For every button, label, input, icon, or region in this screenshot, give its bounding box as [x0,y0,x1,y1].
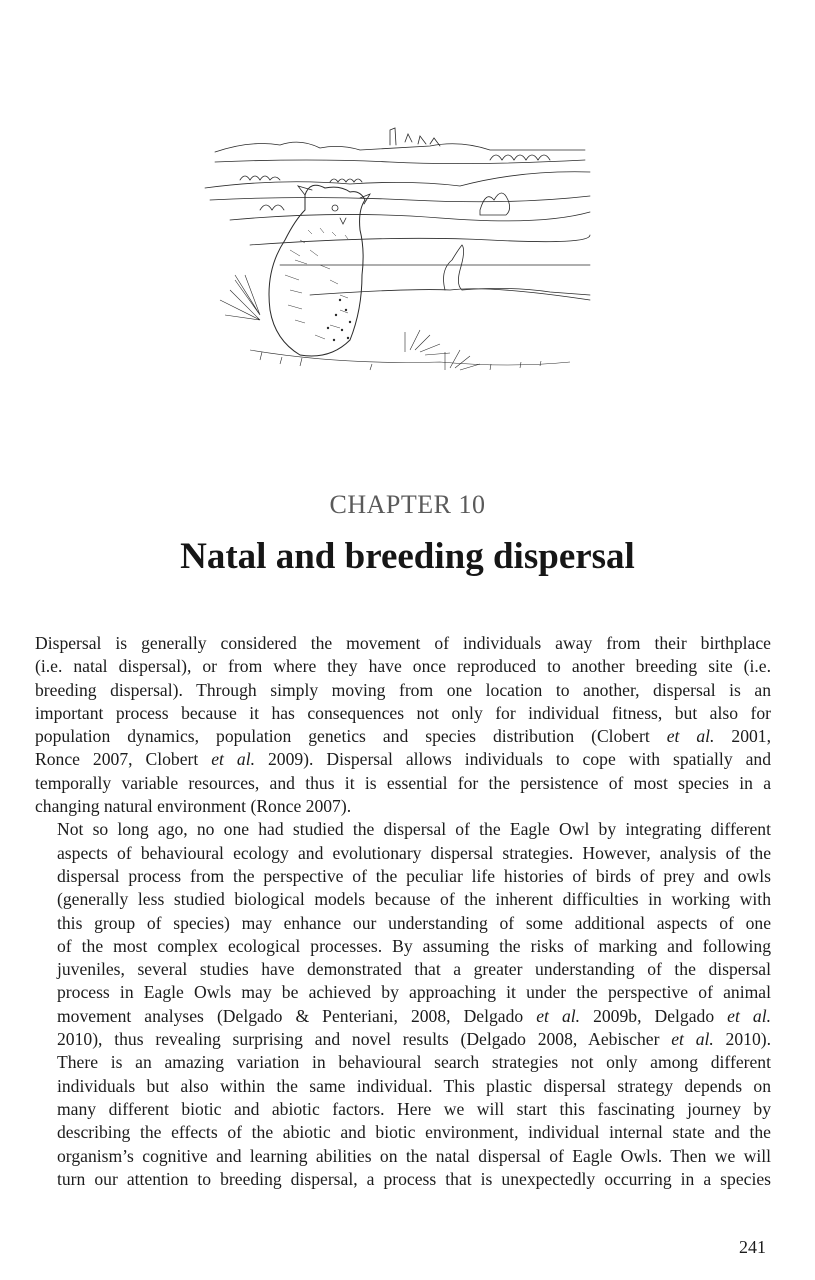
text-line: describing the effects of the abiotic and biotic environment, individual internal state and the [57,1122,771,1143]
text-line: individuals but also within the same individual. This plastic dispersal strategy depends on [57,1075,771,1096]
text-line: Dispersal is generally considered the movement of individuals away from their birthplace [35,633,771,653]
text-line: dispersal process from the perspective of the peculiar life histories of birds of prey and owls [57,865,771,886]
text-line: aspects of behavioural ecology and evolutionary dispersal strategies. However, analysis of the [57,842,771,863]
text-line: There is an amazing variation in behavioural search strategies not only among different [57,1052,771,1073]
paragraph [35,818,771,1191]
italic-citation: et al. [727,1005,771,1026]
text-line: (i.e. natal dispersal), or from where they have once reproduced to another breeding site (i.e. [35,656,771,677]
text-line: turn our attention to breeding dispersal, a process that is unexpectedly occurring in a species [57,1168,771,1189]
chapter-title: Natal and breeding dispersal [180,536,635,577]
text-line: breeding dispersal). Through simply moving from one location to another, dispersal is an [35,679,771,700]
text-line: of the most complex ecological processes. By assuming the risks of marking and following [57,935,771,956]
text-line: process in Eagle Owls may be achieved by approaching it under the perspective of animal [57,982,771,1003]
italic-citation: et al. [666,726,715,747]
text-line: movement analyses (Delgado & Penteriani, 2008, Delgado et al. 2009b, Delgado et al. [57,1005,771,1026]
eagle-owl-landscape-illustration [190,100,600,400]
body-text [35,632,771,1191]
italic-citation: et al. [211,749,255,770]
text-line: Not so long ago, no one had studied the dispersal of the Eagle Owl by integrating different [57,819,771,840]
italic-citation: et al. [671,1029,714,1050]
text-line: this group of species) may enhance our understanding of some additional aspects of one [57,912,771,933]
text-line: (generally less studied biological models because of the inherent difficulties in working with [57,889,771,910]
text-line: many different biotic and abiotic factors. Here we will start this fascinating journey by [57,1098,771,1119]
italic-citation: et al. [536,1005,581,1026]
page-number: 241 [739,1237,766,1257]
text-line: important process because it has consequences not only for individual fitness, but also for [35,702,771,723]
text-line: juveniles, several studies have demonstrated that a greater understanding of the dispersal [57,959,771,980]
chapter-label: CHAPTER 10 [329,490,486,519]
text-line: changing natural environment (Ronce 2007). [35,796,352,817]
text-line: Ronce 2007, Clobert et al. 2009). Dispersal allows individuals to cope with spatially and [35,749,771,770]
text-line: temporally variable resources, and thus it is essential for the persistence of most species in a [35,772,771,793]
text-line: 2010), thus revealing surprising and novel results (Delgado 2008, Aebischer et al. 2010). [57,1029,772,1050]
paragraph [35,632,771,818]
text-line: population dynamics, population genetics and species distribution (Clobert et al. 2001, [35,726,771,747]
text-line: organism’s cognitive and learning abilities on the natal dispersal of Eagle Owls. Then we will [57,1145,771,1166]
